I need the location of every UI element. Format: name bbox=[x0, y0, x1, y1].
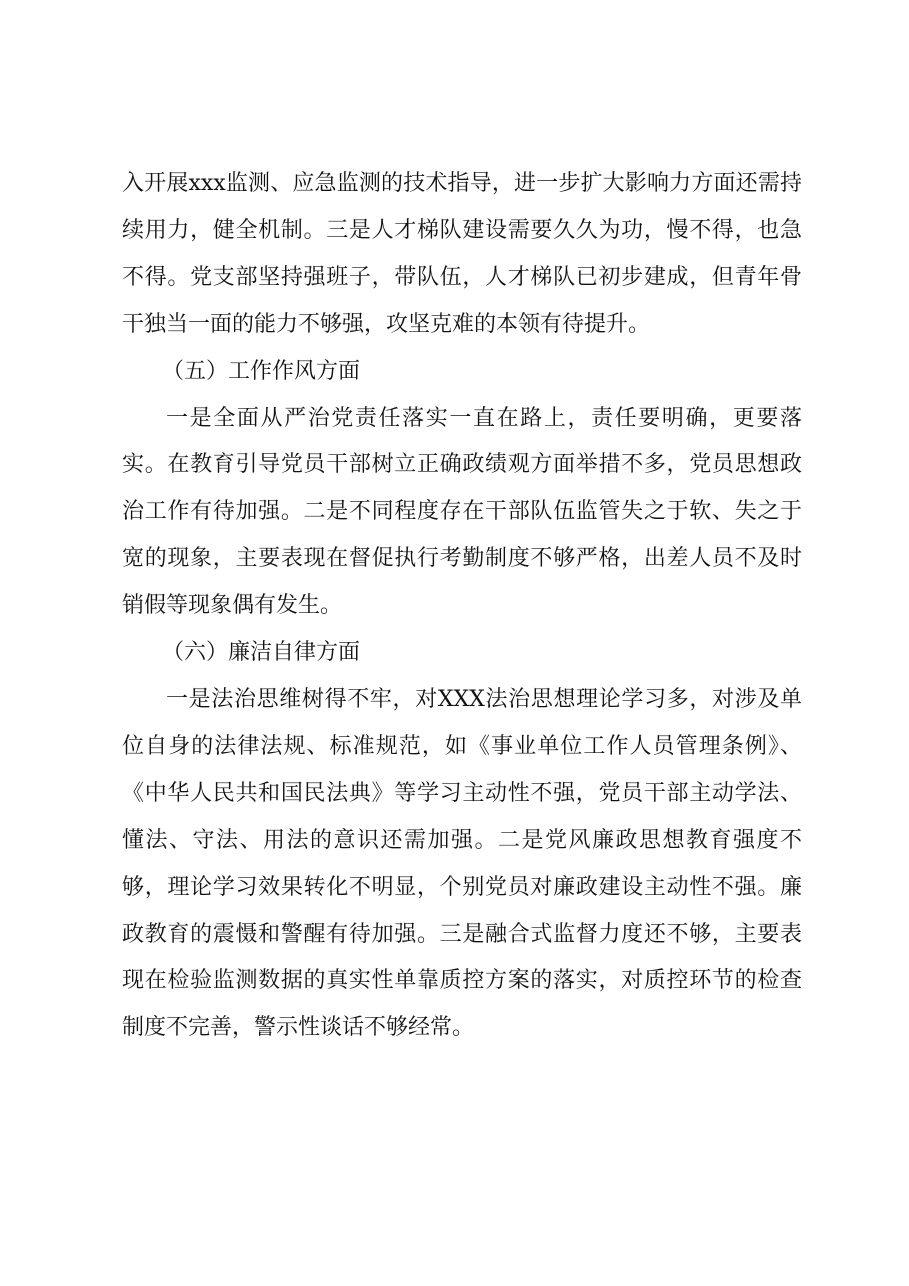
paragraph-work-style: 一是全面从严治党责任落实一直在路上，责任要明确，更要落实。在教育引导党员干部树立正确政绩观方面举措不多，党员思想政治工作有待加强。二是不同程度存在干部队伍监管失之于软、失之于宽的现象，主要表现在督促执行考勤制度不够严格，出差人员不及时销假等现象偶有发生。 bbox=[122, 405, 802, 619]
section-heading-integrity: （六）廉洁自律方面 bbox=[162, 640, 361, 666]
paragraph-integrity: 一是法治思维树得不牢，对XXX法治思想理论学习多，对涉及单位自身的法律法规、标准规范，如《事业单位工作人员管理条例》、《中华人民共和国民法典》等学习主动性不强，党员干部主动学法、懂法、守法、用法的意识还需加强。二是党风廉政思想教育强度不够，理论学习效果转化不明显，个别党员对廉政建设主动性不强。廉政教育的震慑和警醒有待加强。三是融合式监督力度还不够，主要表现在检验监测数据的真实性单靠质控方案的落实，对质控环节的检查制度不完善，警示性谈话不够经常。 bbox=[122, 686, 802, 1041]
document-body bbox=[122, 161, 802, 1052]
paragraph-continued: 入开展xxx监测、应急监测的技术指导，进一步扩大影响力方面还需持续用力，健全机制。三是人才梯队建设需要久久为功，慢不得，也急不得。党支部坚持强班子，带队伍，人才梯队已初步建成，但青年骨干独当一面的能力不够强，攻坚克难的本领有待提升。 bbox=[122, 171, 802, 337]
section-heading-work-style: （五）工作作风方面 bbox=[162, 358, 361, 384]
